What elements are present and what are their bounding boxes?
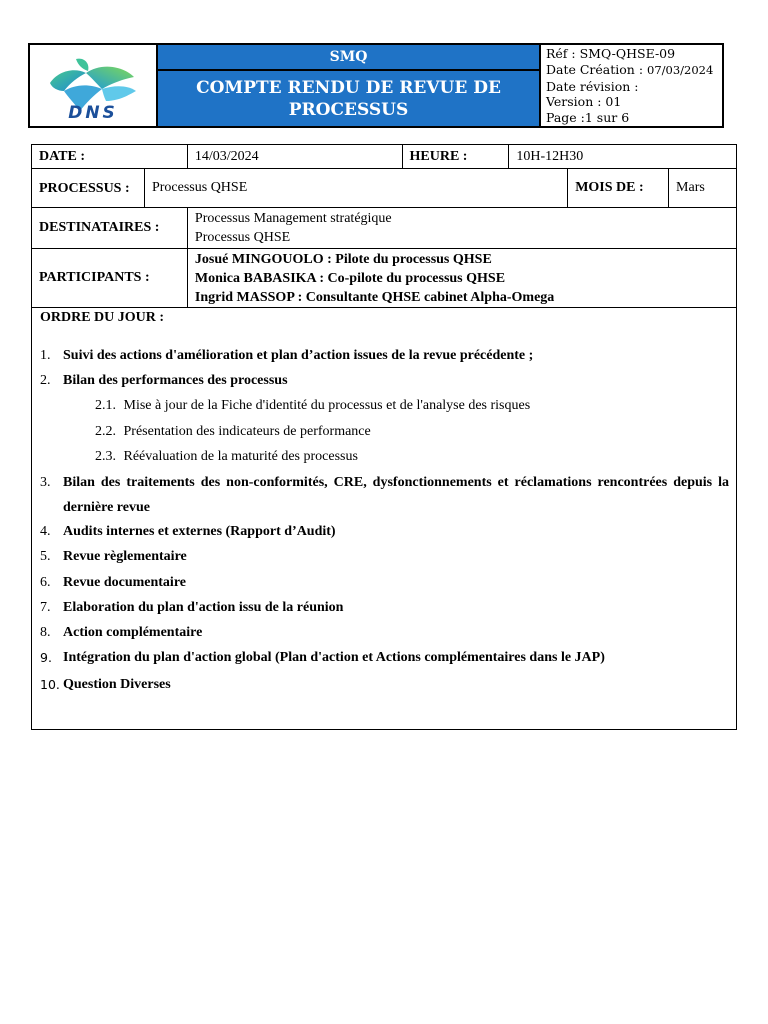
item-number: 3.: [40, 475, 51, 490]
item-number: 2.: [40, 373, 51, 388]
list-item: [40, 575, 729, 591]
item-text: Action complémentaire: [63, 625, 203, 640]
subitem-number: 2.3.: [95, 449, 116, 464]
document-header: [28, 43, 724, 128]
creation-date: 07/03/2024: [647, 62, 714, 77]
subitem-text: Présentation des indicateurs de performance: [123, 424, 371, 439]
table-row: [32, 145, 737, 169]
mois-label: MOIS DE :: [568, 169, 669, 208]
item-text: Question Diverses: [63, 677, 171, 692]
destinataires-value: [187, 208, 736, 249]
item-text: Audits internes et externes (Rapport d’Audit): [63, 524, 336, 539]
item-number: 4.: [40, 524, 51, 539]
table-row: [32, 249, 737, 308]
destinataires-label: DESTINATAIRES :: [32, 208, 188, 249]
subitem-text: Réévaluation de la maturité des processus: [123, 449, 358, 464]
list-item: [40, 625, 729, 641]
processus-value: Processus QHSE: [144, 169, 567, 208]
table-row: [32, 169, 737, 208]
subitem-number: 2.1.: [95, 398, 116, 413]
title-cell: [158, 45, 541, 126]
table-row: [32, 208, 737, 249]
sub-list-item: [95, 424, 371, 440]
participants-label: PARTICIPANTS :: [32, 249, 188, 308]
subitem-text: Mise à jour de la Fiche d'identité du processus et de l'analyse des risques: [123, 398, 531, 413]
list-item: [40, 650, 729, 666]
logo-cell: [30, 45, 158, 126]
list-item: [40, 348, 729, 364]
version: Version : 01: [546, 94, 622, 110]
item-text: Bilan des traitements des non-conformités, CRE, dysfonctionnements et réclamations rencontrées depuis la dernière revue: [63, 475, 729, 515]
subitem-number: 2.2.: [95, 424, 116, 439]
heure-label: HEURE :: [402, 145, 509, 169]
list-item: [40, 524, 729, 540]
processus-label: PROCESSUS :: [32, 169, 145, 208]
logo-text: DNS: [68, 103, 118, 123]
item-number: 8.: [40, 625, 51, 640]
item-text: Intégration du plan d'action global (Plan d'action et Actions complémentaires dans le JAP): [63, 650, 605, 665]
list-item: [40, 549, 729, 565]
item-number: 5.: [40, 549, 51, 564]
sub-list-item: [95, 449, 358, 465]
date-value: 14/03/2024: [187, 145, 402, 169]
item-text: Bilan des performances des processus: [63, 373, 288, 388]
page-number: Page :1 sur 6: [546, 110, 630, 126]
participant-item: Ingrid MASSOP : Consultante QHSE cabinet Alpha-Omega: [194, 289, 555, 305]
item-text: Elaboration du plan d'action issu de la réunion: [63, 600, 344, 615]
item-number: 6.: [40, 575, 51, 590]
agenda-section: [31, 308, 737, 730]
item-number: 7.: [40, 600, 51, 615]
revision-date: Date révision :: [546, 78, 639, 94]
heure-value: 10H-12H30: [509, 145, 737, 169]
list-item: [40, 677, 729, 693]
creation-label: Date Création :: [546, 61, 648, 77]
item-text: Revue documentaire: [63, 575, 186, 590]
list-item: [40, 470, 729, 520]
meeting-info-table: [31, 144, 737, 308]
item-text: Suivi des actions d'amélioration et plan d’action issues de la revue précédente ;: [63, 348, 534, 363]
destinataire-item: Processus QHSE: [194, 230, 291, 245]
system-label: SMQ: [158, 45, 539, 71]
date-label: DATE :: [32, 145, 188, 169]
list-item: [40, 600, 729, 616]
creation-date-line: [546, 62, 722, 79]
reference-cell: [541, 45, 722, 126]
list-item: [40, 373, 729, 389]
participants-value: [187, 249, 736, 308]
destinataire-item: Processus Management stratégique: [194, 211, 392, 226]
participant-item: Josué MINGOUOLO : Pilote du processus QHSE: [194, 251, 492, 267]
item-number: 9.: [40, 650, 52, 665]
document-title: COMPTE RENDU DE REVUE DE PROCESSUS: [196, 77, 501, 120]
mois-value: Mars: [669, 169, 737, 208]
item-number: 10.: [40, 677, 60, 692]
agenda-title: ORDRE DU JOUR :: [40, 310, 165, 325]
item-number: 1.: [40, 348, 51, 363]
reference: Réf : SMQ-QHSE-09: [546, 46, 676, 61]
participant-item: Monica BABASIKA : Co-pilote du processus QHSE: [194, 270, 506, 286]
sub-list-item: [95, 398, 530, 414]
item-text: Revue règlementaire: [63, 549, 187, 564]
